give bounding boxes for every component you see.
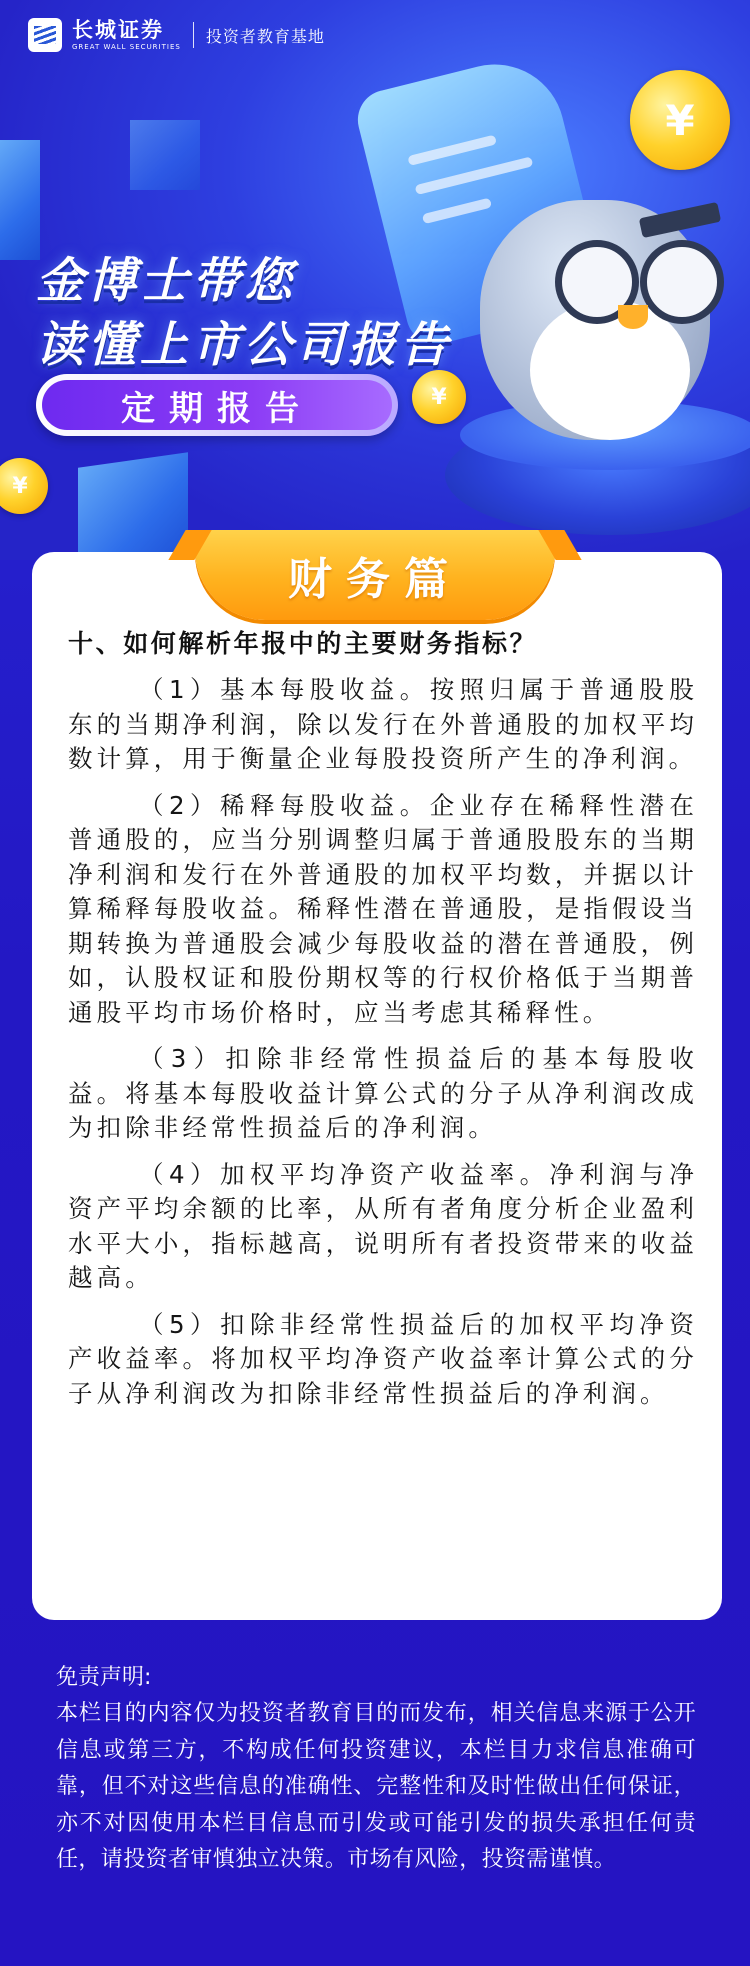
- report-type-pill: [36, 374, 398, 436]
- disclaimer-text: 本栏目的内容仅为投资者教育目的而发布，相关信息来源于公开信息或第三方，不构成任何投资建议，本栏目力求信息准确可靠，但不对这些信息的准确性、完整性和及时性做出任何保证，亦不对因使用本栏目信息而引发或可能引发的损失承担任何责任，请投资者审慎独立决策。市场有风险，投资需谨慎。: [56, 1701, 696, 1872]
- hero-title-line2: 读懂上市公司报告: [36, 317, 453, 373]
- paragraph-adjusted-roe: （5）扣除非经常性损益后的加权平均净资产收益率。将加权平均净资产收益率计算公式的分子从净利润改为扣除非经常性损益后的净利润。: [68, 1309, 698, 1408]
- disclaimer-title: 免责声明:: [56, 1665, 152, 1690]
- cube-decoration: [130, 120, 200, 190]
- paragraph-basic-eps: （1）基本每股收益。按照归属于普通股股东的当期净利润，除以发行在外普通股的加权平均数计算，用于衡量企业每股投资所产生的净利润。: [68, 675, 698, 773]
- cube-decoration: [0, 140, 40, 260]
- great-wall-logo-icon: [28, 18, 62, 52]
- cube-decoration: [78, 452, 188, 560]
- paragraph-weighted-roe: （4）加权平均净资产收益率。净利润与净资产平均余额的比率，从所有者角度分析企业盈利水平大小，指标越高，说明所有者投资带来的收益越高。: [68, 1159, 698, 1292]
- paragraph-diluted-eps: （2）稀释每股收益。企业存在稀释性潜在普通股的，应当分别调整归属于普通股股东的当期净利润和发行在外普通股的加权平均数，并据以计算稀释每股收益。稀释性潜在普通股，是指假设当期转换为普通股会减少每股收益的潜在普通股，例如，认股权证和股份期权等的行权价格低于当期普通股平均市场价格时，应当考虑其稀释性。: [68, 790, 698, 1027]
- pill-label: 定期报告: [42, 380, 392, 430]
- paragraph-adjusted-eps: （3）扣除非经常性损益后的基本每股收益。将基本每股收益计算公式的分子从净利润改成为扣除非经常性损益后的净利润。: [68, 1044, 698, 1142]
- brand-header: [28, 18, 325, 52]
- question-title: 十、如何解析年报中的主要财务指标？: [68, 629, 538, 658]
- section-tab: 财务篇: [195, 530, 555, 620]
- brand-name: 长城证券: [72, 17, 164, 42]
- yen-coin-icon: ¥: [0, 458, 48, 514]
- brand-divider: [193, 22, 194, 48]
- article: [68, 625, 698, 1423]
- brand-subtitle: 投资者教育基地: [205, 26, 325, 46]
- hero-banner: [0, 0, 750, 560]
- hero-title-line1: 金博士带您: [36, 253, 297, 309]
- brand-name-en: GREAT WALL SECURITIES: [72, 42, 181, 51]
- owl-beak-icon: [618, 305, 648, 329]
- disclaimer: [56, 1660, 696, 1879]
- yen-coin-icon: ¥: [412, 370, 466, 424]
- yen-coin-icon: ¥: [630, 70, 730, 170]
- owl-eye-icon: [640, 240, 724, 324]
